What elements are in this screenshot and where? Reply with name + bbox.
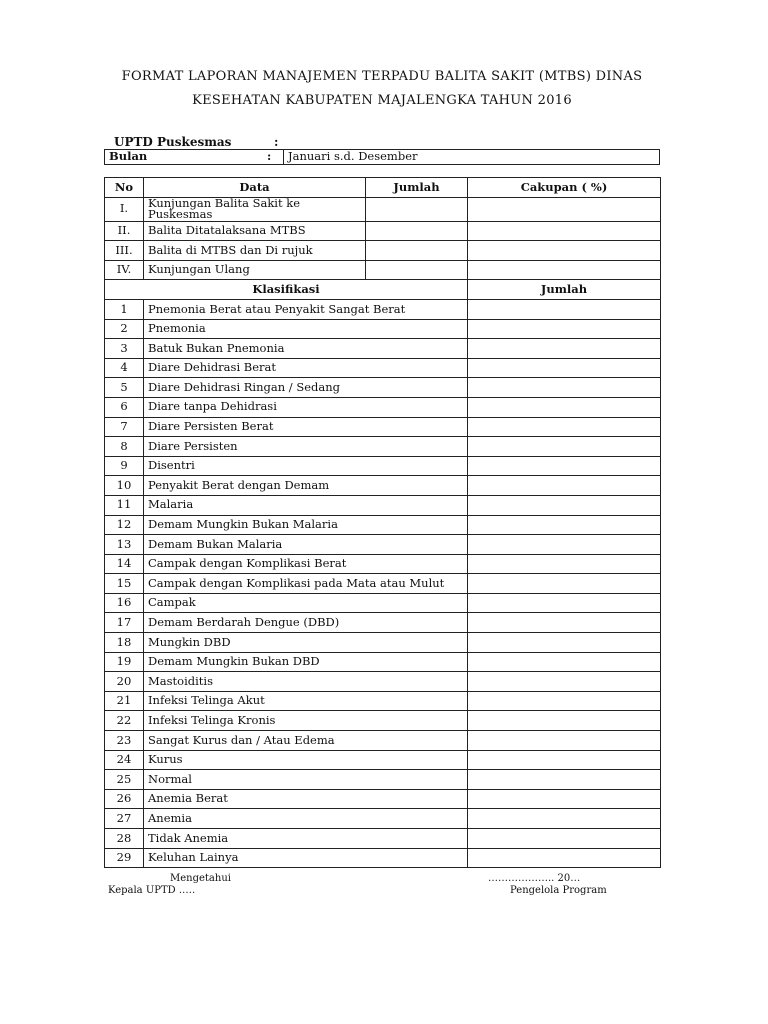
klasifikasi-row (105, 593, 661, 613)
row-number: 22 (105, 711, 144, 731)
klasifikasi-label: Diare Persisten (144, 437, 468, 457)
klasifikasi-jumlah-cell (468, 809, 661, 829)
row-number: IV. (105, 260, 144, 280)
klasifikasi-jumlah-cell (468, 319, 661, 339)
klasifikasi-row (105, 456, 661, 476)
klasifikasi-row (105, 378, 661, 398)
row-number: 18 (105, 633, 144, 653)
klasifikasi-jumlah-cell (468, 476, 661, 496)
row-label: Balita Ditatalaksana MTBS (144, 221, 366, 241)
klasifikasi-jumlah-cell (468, 554, 661, 574)
klasifikasi-label: Infeksi Telinga Kronis (144, 711, 468, 731)
kepala-uptd-label: Kepala UPTD .…. (108, 885, 196, 896)
row-number: 20 (105, 672, 144, 692)
klasifikasi-jumlah-cell (468, 848, 661, 868)
report-title-line-2: KESEHATAN KABUPATEN MAJALENGKA TAHUN 2016 (192, 93, 572, 108)
row-number: 7 (105, 417, 144, 437)
klasifikasi-label: Demam Mungkin Bukan DBD (144, 652, 468, 672)
klasifikasi-label: Kurus (144, 750, 468, 770)
klasifikasi-label: Campak (144, 593, 468, 613)
bulan-label: Bulan (105, 150, 264, 165)
klasifikasi-row (105, 789, 661, 809)
row-number: II. (105, 221, 144, 241)
row-number: 24 (105, 750, 144, 770)
row-number: 14 (105, 554, 144, 574)
row-number: 1 (105, 299, 144, 319)
cakupan-cell (468, 241, 661, 261)
row-number: I. (105, 197, 144, 221)
klasifikasi-label: Pnemonia (144, 319, 468, 339)
klasifikasi-label: Campak dengan Komplikasi Berat (144, 554, 468, 574)
pengelola-program-label: Pengelola Program (510, 885, 607, 896)
klasifikasi-label: Demam Mungkin Bukan Malaria (144, 515, 468, 535)
row-number: 26 (105, 789, 144, 809)
table-header-row (105, 178, 661, 198)
klasifikasi-row (105, 829, 661, 849)
row-number: 10 (105, 476, 144, 496)
jumlah-cell (366, 197, 468, 221)
row-number: 8 (105, 437, 144, 457)
klasifikasi-label: Anemia (144, 809, 468, 829)
row-number: 5 (105, 378, 144, 398)
row-label: Kunjungan Balita Sakit ke Puskesmas (144, 197, 366, 221)
col-cakupan-header: Cakupan ( %) (468, 178, 661, 198)
klasifikasi-label: Sangat Kurus dan / Atau Edema (144, 731, 468, 751)
klasifikasi-jumlah-cell (468, 711, 661, 731)
report-table (104, 177, 661, 868)
report-title-line-1: FORMAT LAPORAN MANAJEMEN TERPADU BALITA SAKIT (MTBS) DINAS (121, 69, 643, 84)
klasifikasi-jumlah-cell (468, 358, 661, 378)
klasifikasi-jumlah-cell (468, 397, 661, 417)
klasifikasi-row (105, 358, 661, 378)
klasifikasi-jumlah-cell (468, 731, 661, 751)
klasifikasi-row (105, 809, 661, 829)
klasifikasi-row (105, 299, 661, 319)
klasifikasi-row (105, 535, 661, 555)
klasifikasi-label: Mastoiditis (144, 672, 468, 692)
data-row (105, 241, 661, 261)
klasifikasi-jumlah-cell (468, 829, 661, 849)
row-number: 21 (105, 691, 144, 711)
klasifikasi-jumlah-cell (468, 515, 661, 535)
klasifikasi-jumlah-cell (468, 750, 661, 770)
klasifikasi-label: Mungkin DBD (144, 633, 468, 653)
bulan-value: Januari s.d. Desember (284, 150, 660, 165)
klasifikasi-label: Normal (144, 770, 468, 790)
klasifikasi-jumlah-header: Jumlah (468, 280, 661, 300)
klasifikasi-header-row (105, 280, 661, 300)
klasifikasi-jumlah-cell (468, 633, 661, 653)
klasifikasi-row (105, 515, 661, 535)
uptd-label: UPTD Puskesmas (114, 135, 232, 149)
row-number: 23 (105, 731, 144, 751)
klasifikasi-row (105, 417, 661, 437)
jumlah-cell (366, 260, 468, 280)
klasifikasi-jumlah-cell (468, 495, 661, 515)
klasifikasi-jumlah-cell (468, 535, 661, 555)
klasifikasi-jumlah-cell (468, 593, 661, 613)
klasifikasi-jumlah-cell (468, 770, 661, 790)
row-number: 27 (105, 809, 144, 829)
klasifikasi-header: Klasifikasi (105, 280, 468, 300)
row-number: 17 (105, 613, 144, 633)
klasifikasi-jumlah-cell (468, 789, 661, 809)
klasifikasi-jumlah-cell (468, 378, 661, 398)
cakupan-cell (468, 221, 661, 241)
klasifikasi-label: Anemia Berat (144, 789, 468, 809)
klasifikasi-jumlah-cell (468, 613, 661, 633)
klasifikasi-label: Diare Persisten Berat (144, 417, 468, 437)
klasifikasi-row (105, 339, 661, 359)
jumlah-cell (366, 221, 468, 241)
klasifikasi-jumlah-cell (468, 672, 661, 692)
klasifikasi-jumlah-cell (468, 691, 661, 711)
cakupan-cell (468, 260, 661, 280)
klasifikasi-row (105, 731, 661, 751)
klasifikasi-row (105, 574, 661, 594)
klasifikasi-label: Infeksi Telinga Akut (144, 691, 468, 711)
row-number: III. (105, 241, 144, 261)
klasifikasi-label: Demam Berdarah Dengue (DBD) (144, 613, 468, 633)
klasifikasi-row (105, 633, 661, 653)
data-row (105, 260, 661, 280)
row-label: Balita di MTBS dan Di rujuk (144, 241, 366, 261)
klasifikasi-row (105, 495, 661, 515)
klasifikasi-jumlah-cell (468, 574, 661, 594)
klasifikasi-row (105, 437, 661, 457)
klasifikasi-jumlah-cell (468, 299, 661, 319)
data-row (105, 221, 661, 241)
klasifikasi-jumlah-cell (468, 417, 661, 437)
klasifikasi-label: Keluhan Lainya (144, 848, 468, 868)
klasifikasi-row (105, 750, 661, 770)
klasifikasi-jumlah-cell (468, 437, 661, 457)
klasifikasi-row (105, 711, 661, 731)
row-label: Kunjungan Ulang (144, 260, 366, 280)
klasifikasi-row (105, 397, 661, 417)
klasifikasi-label: Diare Dehidrasi Berat (144, 358, 468, 378)
klasifikasi-label: Disentri (144, 456, 468, 476)
row-number: 15 (105, 574, 144, 594)
klasifikasi-jumlah-cell (468, 339, 661, 359)
row-number: 6 (105, 397, 144, 417)
klasifikasi-row (105, 848, 661, 868)
mengetahui-label: Mengetahui (170, 873, 231, 884)
row-number: 19 (105, 652, 144, 672)
col-no-header: No (105, 178, 144, 198)
bulan-colon: : (263, 150, 284, 165)
jumlah-cell (366, 241, 468, 261)
klasifikasi-label: Pnemonia Berat atau Penyakit Sangat Berat (144, 299, 468, 319)
klasifikasi-label: Malaria (144, 495, 468, 515)
klasifikasi-label: Batuk Bukan Pnemonia (144, 339, 468, 359)
row-number: 4 (105, 358, 144, 378)
klasifikasi-row (105, 319, 661, 339)
klasifikasi-jumlah-cell (468, 456, 661, 476)
bulan-row (104, 149, 660, 165)
date-placeholder: ……………….. 20… (488, 873, 581, 884)
klasifikasi-label: Penyakit Berat dengan Demam (144, 476, 468, 496)
row-number: 29 (105, 848, 144, 868)
klasifikasi-jumlah-cell (468, 652, 661, 672)
klasifikasi-label: Demam Bukan Malaria (144, 535, 468, 555)
cakupan-cell (468, 197, 661, 221)
uptd-colon: : (274, 135, 279, 149)
row-number: 2 (105, 319, 144, 339)
col-jumlah-header: Jumlah (366, 178, 468, 198)
row-number: 9 (105, 456, 144, 476)
row-number: 11 (105, 495, 144, 515)
row-number: 28 (105, 829, 144, 849)
data-row (105, 197, 661, 221)
row-number: 12 (105, 515, 144, 535)
klasifikasi-label: Diare Dehidrasi Ringan / Sedang (144, 378, 468, 398)
klasifikasi-label: Tidak Anemia (144, 829, 468, 849)
klasifikasi-row (105, 613, 661, 633)
col-data-header: Data (144, 178, 366, 198)
klasifikasi-row (105, 554, 661, 574)
row-number: 3 (105, 339, 144, 359)
row-number: 16 (105, 593, 144, 613)
klasifikasi-label: Diare tanpa Dehidrasi (144, 397, 468, 417)
uptd-field (114, 135, 279, 149)
klasifikasi-label: Campak dengan Komplikasi pada Mata atau Mulut (144, 574, 468, 594)
klasifikasi-row (105, 691, 661, 711)
klasifikasi-row (105, 770, 661, 790)
klasifikasi-row (105, 652, 661, 672)
klasifikasi-row (105, 476, 661, 496)
row-number: 25 (105, 770, 144, 790)
row-number: 13 (105, 535, 144, 555)
klasifikasi-row (105, 672, 661, 692)
